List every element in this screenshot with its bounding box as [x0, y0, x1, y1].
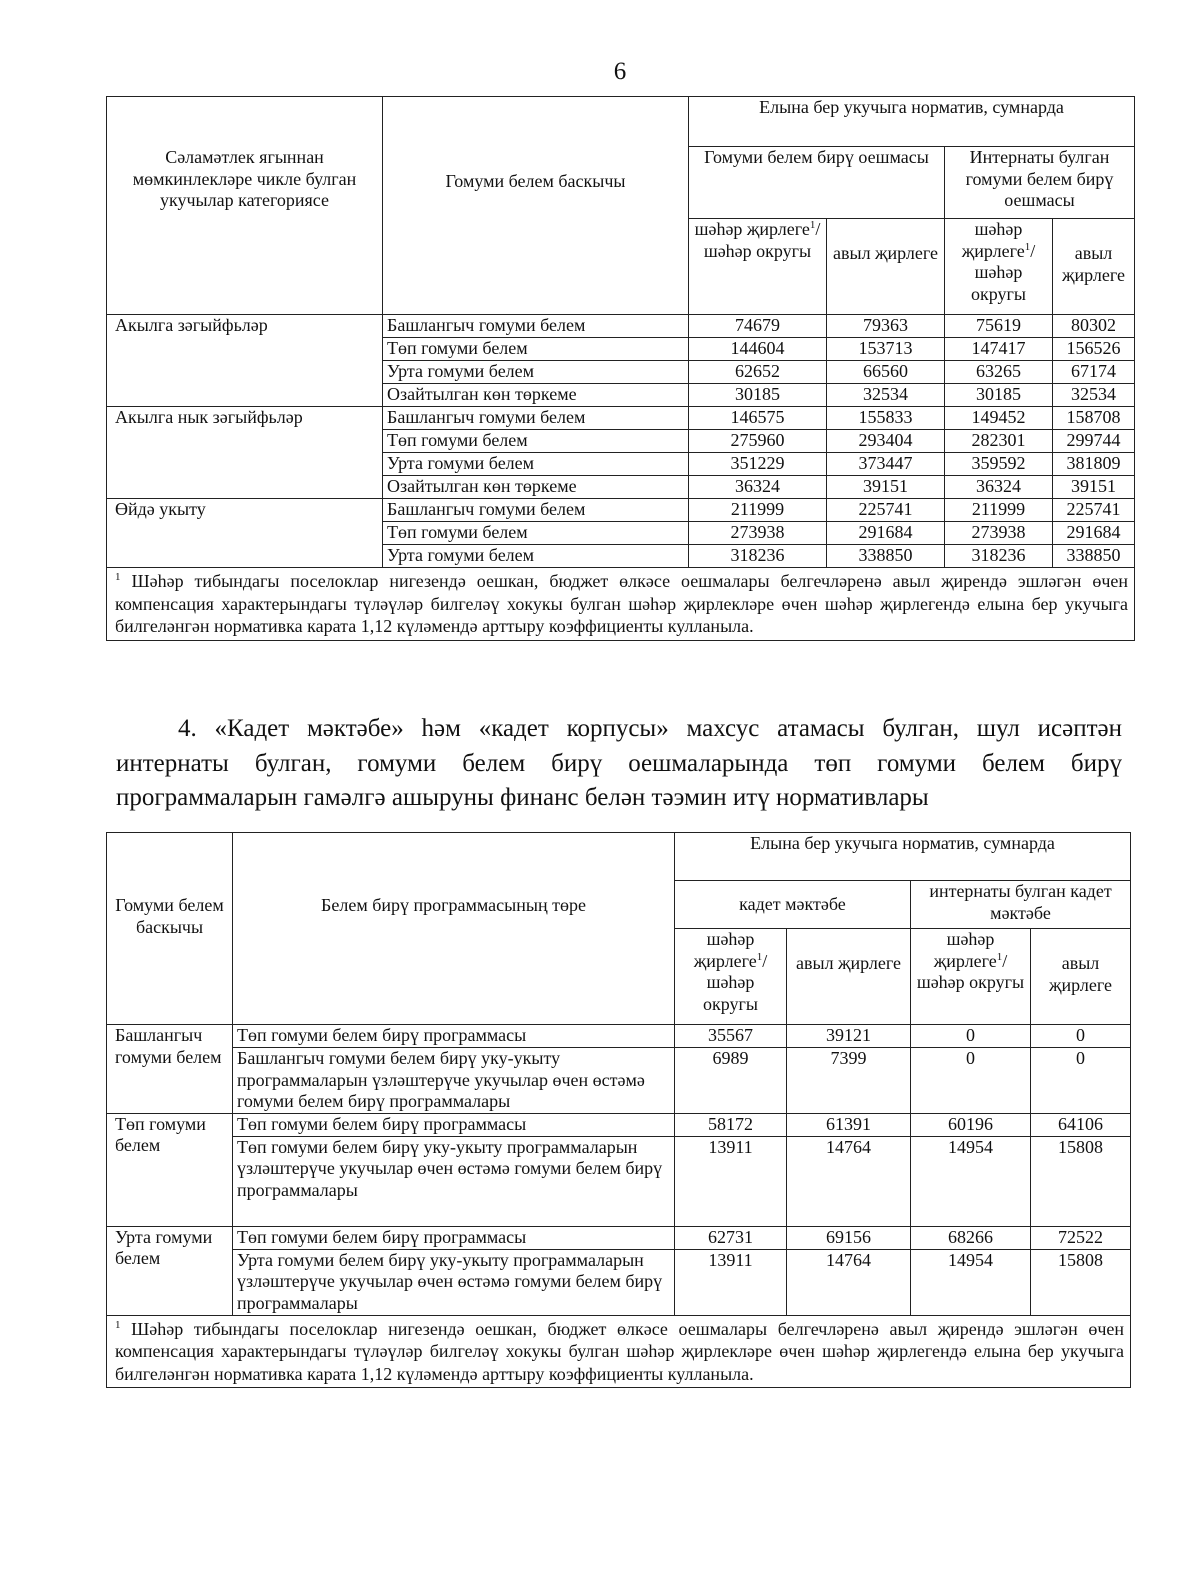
value-cell: 291684	[827, 522, 945, 545]
footnote	[107, 568, 1135, 641]
level-cell: Төп гомуми белем	[383, 430, 689, 453]
value-cell: 67174	[1053, 361, 1135, 384]
header-org-boarding: Интернаты булган гомуми белем бирү оешмасы	[945, 147, 1135, 219]
value-cell: 35567	[675, 1025, 787, 1048]
value-cell: 36324	[689, 476, 827, 499]
value-cell: 60196	[911, 1113, 1031, 1136]
value-cell: 30185	[945, 384, 1053, 407]
footnote-mark: 1	[115, 1318, 121, 1331]
value-cell: 14764	[787, 1249, 911, 1315]
footnote-ref: 1	[1024, 240, 1031, 253]
value-cell: 0	[1031, 1048, 1131, 1114]
header-urban-label: шәһәр җирлеге	[693, 929, 757, 971]
table-row	[107, 1025, 1131, 1048]
value-cell: 7399	[787, 1048, 911, 1114]
header-urban	[675, 929, 787, 1025]
level-cell: Озайтылган көн төркеме	[383, 384, 689, 407]
level-cell: Төп гомуми белем	[383, 338, 689, 361]
header-cadet: кадет мәктәбе	[675, 881, 911, 929]
value-cell: 64106	[1031, 1113, 1131, 1136]
footnote-ref: 1	[996, 950, 1003, 963]
value-cell: 32534	[1053, 384, 1135, 407]
program-cell: Төп гомуми белем бирү программасы	[233, 1025, 675, 1048]
value-cell: 15808	[1031, 1249, 1131, 1315]
header-urban-district: / шәһәр округы	[703, 219, 821, 261]
value-cell: 13911	[675, 1136, 787, 1226]
value-cell: 61391	[787, 1113, 911, 1136]
value-cell: 36324	[945, 476, 1053, 499]
level-cell: Озайтылган көн төркеме	[383, 476, 689, 499]
category-cell: Акылга нык зәгыйфьләр	[107, 407, 383, 499]
level-cell: Урта гомуми белем	[383, 453, 689, 476]
value-cell: 225741	[1053, 499, 1135, 522]
header-urban-district: / шәһәр округы	[971, 240, 1036, 304]
norms-table-cadet	[106, 832, 1131, 1388]
value-cell: 30185	[689, 384, 827, 407]
value-cell: 282301	[945, 430, 1053, 453]
value-cell: 14954	[911, 1249, 1031, 1315]
level-cell: Урта гомуми белем	[383, 545, 689, 568]
value-cell: 153713	[827, 338, 945, 361]
header-rural: авыл җирлеге	[787, 929, 911, 1025]
level-cell: Башлангыч гомуми белем	[383, 499, 689, 522]
level-cell: Төп гомуми белем	[383, 522, 689, 545]
section-heading-text: 4. «Кадет мәктәбе» һәм «кадет корпусы» махсус атамасы булган, шул исәптән интернаты булган, гомуми белем бирү оешмаларында төп гомуми белем бирү программаларын гамәлгә ашыруны финанс белән тәэмин итү нормативлары	[116, 715, 1122, 811]
table-row	[107, 499, 1135, 522]
value-cell: 146575	[689, 407, 827, 430]
norms-table-disabilities	[106, 96, 1135, 641]
value-cell: 75619	[945, 315, 1053, 338]
program-cell: Башлангыч гомуми белем бирү уку-укыту программаларын үзләштерүче укучылар өчен өстәмә гомуми белем бирү программалары	[233, 1048, 675, 1114]
header-urban	[945, 219, 1053, 315]
value-cell: 58172	[675, 1113, 787, 1136]
level-cell: Төп гомуми белем	[107, 1113, 233, 1226]
value-cell: 68266	[911, 1226, 1031, 1249]
value-cell: 63265	[945, 361, 1053, 384]
level-cell: Башлангыч гомуми белем	[107, 1025, 233, 1114]
header-rural: авыл җирлеге	[1031, 929, 1131, 1025]
page-number: 6	[613, 58, 627, 85]
header-urban-label: шәһәр җирлеге	[933, 929, 997, 971]
value-cell: 225741	[827, 499, 945, 522]
value-cell: 338850	[1053, 545, 1135, 568]
footnote-ref: 1	[756, 950, 763, 963]
footnote-text: Шәһәр тибындагы поселоклар нигезендә оешкан, бюджет өлкәсе оешмалары белгечләренә авыл җирендә эшләгән өчен компенсация характерындагы түләүләр билгеләү хокукы булган шәһәр җирлекләре өчен шәһәр җирлегендә елына бер укучыга билгеләнгән нормативка карата 1,12 күләмендә арттыру коэффициенты кулланыла.	[115, 571, 1129, 636]
table-row	[107, 1249, 1131, 1315]
value-cell: 14954	[911, 1136, 1031, 1226]
value-cell: 318236	[689, 545, 827, 568]
header-level: Гомуми белем баскычы	[107, 833, 233, 1025]
value-cell: 6989	[675, 1048, 787, 1114]
table-row	[107, 407, 1135, 430]
value-cell: 211999	[945, 499, 1053, 522]
level-cell: Башлангыч гомуми белем	[383, 315, 689, 338]
header-org-general: Гомуми белем бирү оешмасы	[689, 147, 945, 219]
value-cell: 373447	[827, 453, 945, 476]
program-cell: Төп гомуми белем бирү программасы	[233, 1113, 675, 1136]
footnote-ref: 1	[809, 219, 816, 231]
value-cell: 14764	[787, 1136, 911, 1226]
header-urban-district: / шәһәр округы	[916, 950, 1025, 993]
value-cell: 66560	[827, 361, 945, 384]
value-cell: 291684	[1053, 522, 1135, 545]
value-cell: 299744	[1053, 430, 1135, 453]
value-cell: 275960	[689, 430, 827, 453]
value-cell: 144604	[689, 338, 827, 361]
header-urban-district: / шәһәр округы	[703, 950, 768, 1014]
footnote	[107, 1315, 1131, 1388]
value-cell: 13911	[675, 1249, 787, 1315]
value-cell: 156526	[1053, 338, 1135, 361]
value-cell: 0	[911, 1025, 1031, 1048]
section-heading	[116, 712, 1122, 816]
program-cell: Төп гомуми белем бирү уку-укыту программаларын үзләштерүче укучылар өчен өстәмә гомуми белем бирү программалары	[233, 1136, 675, 1226]
value-cell: 74679	[689, 315, 827, 338]
footnote-mark: 1	[115, 571, 121, 583]
value-cell: 158708	[1053, 407, 1135, 430]
footnote-text: Шәһәр тибындагы поселоклар нигезендә оешкан, бюджет өлкәсе оешмалары белгечләренә авыл җирендә эшләгән өчен компенсация характерындагы түләүләр билгеләү хокукы булган шәһәр җирлекләре өчен шәһәр җирлегендә елына бер укучыга билгеләнгән нормативка карата 1,12 күләмендә арттыру коэффициенты кулланыла.	[115, 1318, 1125, 1384]
program-cell: Урта гомуми белем бирү уку-укыту программаларын үзләштерүче укучылар өчен өстәмә гомуми белем бирү программалары	[233, 1249, 675, 1315]
header-level: Гомуми белем баскычы	[383, 97, 689, 315]
table-row	[107, 1226, 1131, 1249]
value-cell: 80302	[1053, 315, 1135, 338]
value-cell: 0	[911, 1048, 1031, 1114]
value-cell: 155833	[827, 407, 945, 430]
value-cell: 273938	[945, 522, 1053, 545]
value-cell: 273938	[689, 522, 827, 545]
value-cell: 69156	[787, 1226, 911, 1249]
value-cell: 39151	[1053, 476, 1135, 499]
header-urban-label: шәһәр җирлеге	[694, 219, 810, 239]
header-program: Белем бирү программасының төре	[233, 833, 675, 1025]
value-cell: 15808	[1031, 1136, 1131, 1226]
value-cell: 351229	[689, 453, 827, 476]
value-cell: 149452	[945, 407, 1053, 430]
table-row	[107, 1048, 1131, 1114]
header-rural: авыл җирлеге	[827, 219, 945, 315]
category-cell: Акылга зәгыйфьләр	[107, 315, 383, 407]
value-cell: 62731	[675, 1226, 787, 1249]
value-cell: 338850	[827, 545, 945, 568]
header-urban-label: шәһәр җирлеге	[961, 219, 1025, 261]
category-cell: Өйдә укыту	[107, 499, 383, 568]
value-cell: 0	[1031, 1025, 1131, 1048]
value-cell: 72522	[1031, 1226, 1131, 1249]
value-cell: 32534	[827, 384, 945, 407]
value-cell: 211999	[689, 499, 827, 522]
value-cell: 39151	[827, 476, 945, 499]
level-cell: Урта гомуми белем	[107, 1226, 233, 1315]
header-cadet-boarding: интернаты булган кадет мәктәбе	[911, 881, 1131, 929]
header-rural: авыл җирлеге	[1053, 219, 1135, 315]
header-urban	[911, 929, 1031, 1025]
level-cell: Башлангыч гомуми белем	[383, 407, 689, 430]
value-cell: 62652	[689, 361, 827, 384]
value-cell: 39121	[787, 1025, 911, 1048]
header-category: Сәламәтлек ягыннан мөмкинлекләре чикле булган укучылар категориясе	[107, 97, 383, 315]
table-row	[107, 1113, 1131, 1136]
program-cell: Төп гомуми белем бирү программасы	[233, 1226, 675, 1249]
header-norm: Елына бер укучыга норматив, сумнарда	[675, 833, 1131, 881]
header-urban	[689, 219, 827, 315]
table-row	[107, 1136, 1131, 1226]
value-cell: 381809	[1053, 453, 1135, 476]
value-cell: 359592	[945, 453, 1053, 476]
value-cell: 293404	[827, 430, 945, 453]
level-cell: Урта гомуми белем	[383, 361, 689, 384]
value-cell: 79363	[827, 315, 945, 338]
header-norm: Елына бер укучыга норматив, сумнарда	[689, 97, 1135, 147]
value-cell: 318236	[945, 545, 1053, 568]
value-cell: 147417	[945, 338, 1053, 361]
table-row	[107, 315, 1135, 338]
